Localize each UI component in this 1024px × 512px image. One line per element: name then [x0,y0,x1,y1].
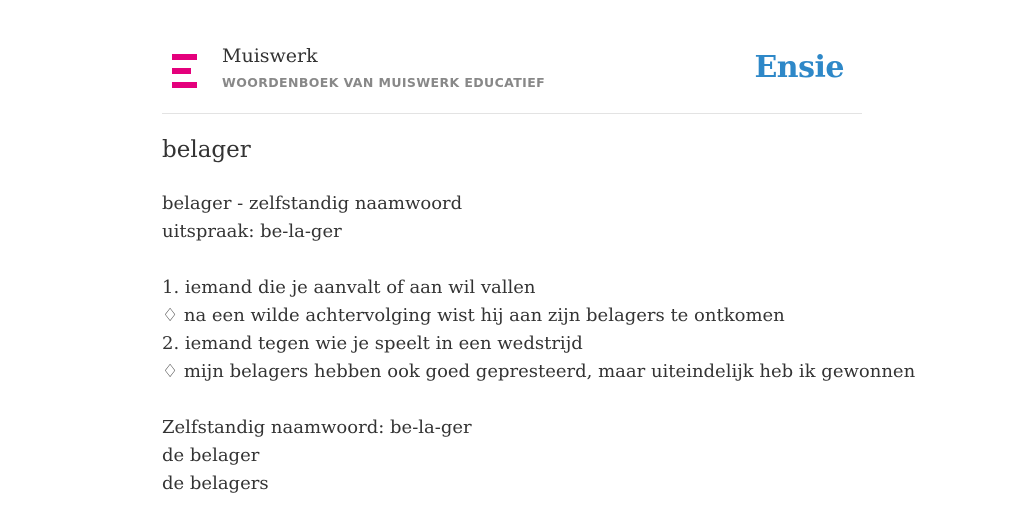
muiswerk-logo-icon[interactable] [172,54,200,88]
entry-line-noun-heading: Zelfstandig naamwoord: be-la-ger [162,417,472,438]
page-title: belager [162,137,251,163]
entry-line-pos: belager - zelfstandig naamwoord [162,193,463,214]
entry-line-plural: de belagers [162,473,269,494]
entry-line-example-1: ♢ na een wilde achtervolging wist hij aan zijn belagers te ontkomen [162,305,785,326]
header [162,0,862,114]
page [162,0,916,494]
entry-spacer [162,386,915,414]
entry-line-definition-2: 2. iemand tegen wie je speelt in een wedstrijd [162,333,583,354]
entry-line-example-2: ♢ mijn belagers hebben ook goed gepresteerd, maar uiteindelijk heb ik gewonnen [162,361,916,382]
entry-spacer [162,246,915,274]
entry-line-pronunciation: uitspraak: be-la-ger [162,221,342,242]
entry-line-singular: de belager [162,445,260,466]
entry-line-definition-1: 1. iemand die je aanvalt of aan wil vallen [162,277,536,298]
ensie-logo-link[interactable]: Ensie [754,50,844,85]
brand-name[interactable]: Muiswerk [222,45,318,67]
entry-body [162,190,915,498]
brand-subtitle: WOORDENBOEK VAN MUISWERK EDUCATIEF [222,75,546,90]
